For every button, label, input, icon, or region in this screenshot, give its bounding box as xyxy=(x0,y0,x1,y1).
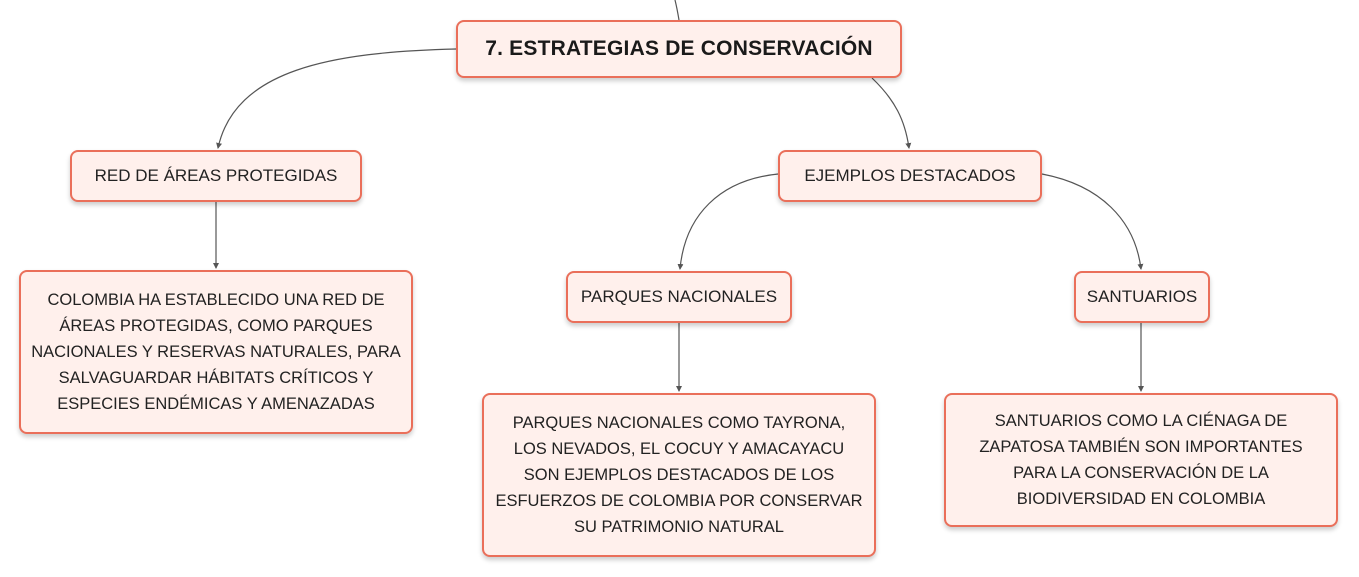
connector-parent-to-root xyxy=(675,0,679,20)
topic-node-red-areas[interactable] xyxy=(70,150,362,202)
topic-node-label: EJEMPLOS DESTACADOS xyxy=(804,166,1016,185)
detail-node-text: SANTUARIOS COMO LA CIÉNAGA DE ZAPATOSA TAMBIÉN SON IMPORTANTES PARA LA CONSERVACIÓN DE LA BIODIVERSIDAD EN COLOMBIA xyxy=(979,412,1303,508)
subtopic-node-label: SANTUARIOS xyxy=(1086,287,1198,306)
connector-ejemplos-to-santuarios xyxy=(1042,174,1141,269)
detail-node-red-areas[interactable] xyxy=(19,270,413,434)
subtopic-node-parques-nacionales[interactable] xyxy=(566,271,792,323)
detail-node-text: PARQUES NACIONALES COMO TAYRONA, LOS NEVADOS, EL COCUY Y AMACAYACU SON EJEMPLOS DESTACADOS DE LOS ESFUERZOS DE COLOMBIA POR CONSERVAR SU PATRIMONIO NATURAL xyxy=(495,414,863,536)
root-node-label: 7. ESTRATEGIAS DE CONSERVACIÓN xyxy=(485,37,873,60)
detail-node-santuarios[interactable] xyxy=(944,393,1338,527)
subtopic-node-santuarios[interactable] xyxy=(1074,271,1210,323)
connector-ejemplos-to-parques xyxy=(680,174,778,269)
connector-root-to-red-areas xyxy=(218,49,456,148)
detail-node-text: COLOMBIA HA ESTABLECIDO UNA RED DE ÁREAS PROTEGIDAS, COMO PARQUES NACIONALES Y RESERVAS NATURALES, PARA SALVAGUARDAR HÁBITATS CRÍTICOS Y ESPECIES ENDÉMICAS Y AMENAZADAS xyxy=(31,291,401,413)
root-node-estrategias[interactable] xyxy=(456,20,902,78)
topic-node-label: RED DE ÁREAS PROTEGIDAS xyxy=(94,166,338,185)
connector-root-to-ejemplos xyxy=(872,78,909,148)
subtopic-node-label: PARQUES NACIONALES xyxy=(580,287,778,306)
topic-node-ejemplos-destacados[interactable] xyxy=(778,150,1042,202)
detail-node-parques-nacionales[interactable] xyxy=(482,393,876,557)
